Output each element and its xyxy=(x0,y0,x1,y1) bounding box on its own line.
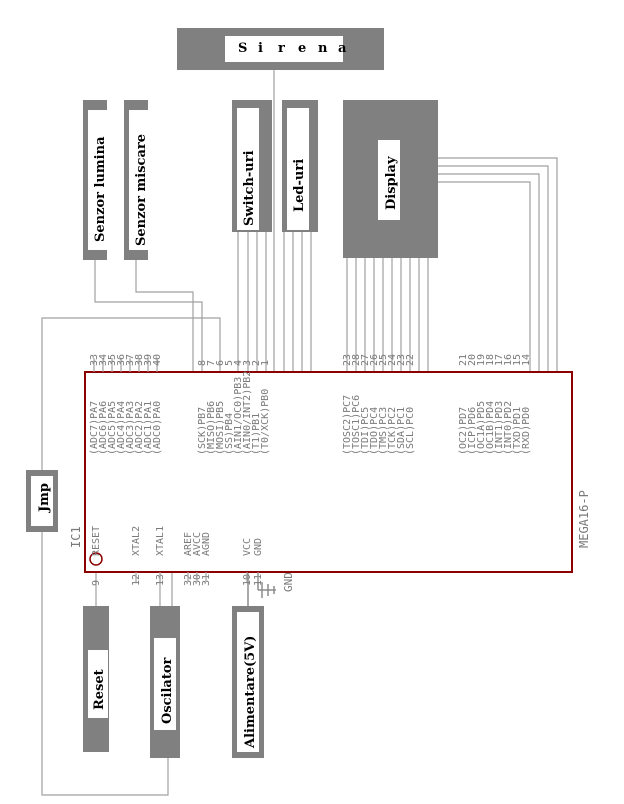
pin-number: 15 xyxy=(512,353,523,366)
pin-number: 4 xyxy=(233,359,244,366)
pin-label: (ADC6)PA6 xyxy=(98,400,109,455)
pin-label: (ADC3)PA3 xyxy=(125,400,136,455)
display-label: Display xyxy=(384,156,399,210)
pin-number: 38 xyxy=(134,353,145,366)
pin-label: XTAL2 xyxy=(131,525,142,556)
pin-number: 23 xyxy=(342,353,353,366)
pin-number: 20 xyxy=(467,353,478,366)
pin-label: (AIN1/OC0)PB3 xyxy=(233,376,244,455)
senzor-miscare-label: Senzor miscare xyxy=(134,133,149,246)
pin-label: (INT0)PD2 xyxy=(503,400,514,455)
pin-label: (TOSC1)PC6 xyxy=(351,394,362,455)
pin-label: (TCK)PC2 xyxy=(387,406,398,455)
pin-number: 35 xyxy=(107,353,118,366)
pin-label: (AIN0/INT2)PB2 xyxy=(242,370,253,455)
pin-label: (ICP)PD6 xyxy=(467,406,478,455)
pin-number: 16 xyxy=(503,353,514,366)
pin-label: VCC xyxy=(242,537,253,556)
pin-number: 39 xyxy=(143,353,154,366)
pin-number: 13 xyxy=(155,573,166,586)
pin-label: (SCK)PB7 xyxy=(197,406,208,455)
sirena-letter: n xyxy=(318,41,328,56)
pin-number: 23 xyxy=(396,353,407,366)
pin-label: (TOSC2)PC7 xyxy=(342,394,353,455)
pin-label: GND xyxy=(253,537,264,556)
pin-number: 28 xyxy=(351,353,362,366)
pin-number: 10 xyxy=(242,573,253,586)
pin-number: 17 xyxy=(494,353,505,366)
pin-label: AGND xyxy=(201,531,212,556)
pin-label: (ADC2)PA2 xyxy=(134,400,145,455)
pin-number: 31 xyxy=(201,573,212,586)
pin-number: 11 xyxy=(253,573,264,586)
pin-number: 27 xyxy=(360,353,371,366)
pin-label: (TXD)PD1 xyxy=(512,406,523,455)
pin-label: (OC2)PD7 xyxy=(458,406,469,455)
pin-number: 37 xyxy=(125,353,136,366)
reset-label: Reset xyxy=(92,669,107,710)
sirena-letter: i xyxy=(258,41,263,56)
alimentare-label: Alimentare(5V) xyxy=(243,635,258,748)
pin-label: (T1)PB1 xyxy=(251,412,262,455)
pin-number: 1 xyxy=(260,359,271,366)
pin-label: (ADC4)PA4 xyxy=(116,400,127,455)
pin-label: (RXD)PD0 xyxy=(521,406,532,455)
pin-label: (ADC1)PA1 xyxy=(143,400,154,455)
pin-number: 12 xyxy=(131,573,142,586)
pin-number: 32 xyxy=(183,573,194,586)
pin-label: (SCL)PC0 xyxy=(405,406,416,455)
pin-label: (OC1B)PD4 xyxy=(485,400,496,455)
pin-number: 26 xyxy=(369,353,380,366)
led-label: Led-uri xyxy=(292,158,307,212)
pin-label: (TDI)PC5 xyxy=(360,406,371,455)
pin-number: 3 xyxy=(242,359,253,366)
pin-label: (ADC7)PA7 xyxy=(89,400,100,455)
gnd-label: GND xyxy=(282,572,295,592)
pin-label: (ADC0)PA0 xyxy=(152,400,163,455)
pin-number: 7 xyxy=(206,359,217,366)
pin-label: (SDA)PC1 xyxy=(396,406,407,455)
pin-label: (MISO)PB6 xyxy=(206,400,217,455)
chip-part: MEGA16-P xyxy=(577,490,591,548)
pin-number: 36 xyxy=(116,353,127,366)
pin-number: 25 xyxy=(378,353,389,366)
pin-label: (SS)PB4 xyxy=(224,412,235,455)
sirena-letter: r xyxy=(278,41,285,56)
pin-number: 19 xyxy=(476,353,487,366)
pin-number: 2 xyxy=(251,359,262,366)
pin-label: (INT1)PD3 xyxy=(494,400,505,455)
pin-label: AVCC xyxy=(192,531,203,556)
pin-number: 40 xyxy=(152,353,163,366)
sirena-letter: S xyxy=(238,41,248,56)
senzor-lumina-label: Senzor lumina xyxy=(93,136,108,242)
pin-label: AREF xyxy=(183,531,194,556)
pin-number: 33 xyxy=(89,353,100,366)
pin-number: 30 xyxy=(192,573,203,586)
switch-label: Switch-uri xyxy=(242,150,257,226)
pin-number: 5 xyxy=(224,359,235,366)
pin-number: 8 xyxy=(197,359,208,366)
pin-number: 9 xyxy=(91,579,102,586)
pin-label: (T0/XCK)PB0 xyxy=(260,388,271,455)
pin-label: (MOSI)PB5 xyxy=(215,400,226,455)
pin-number: 22 xyxy=(405,353,416,366)
pin-number: 34 xyxy=(98,353,109,366)
pin-number: 21 xyxy=(458,353,469,366)
pin-number: 6 xyxy=(215,359,226,366)
pin-label: (TMS)PC3 xyxy=(378,406,389,455)
pin-number: 18 xyxy=(485,353,496,366)
pin-label: (TDO)PC4 xyxy=(369,406,380,455)
pin-number: 24 xyxy=(387,353,398,366)
pin-label: XTAL1 xyxy=(155,525,166,556)
sirena-letter: e xyxy=(298,41,307,56)
pin-label: RESET xyxy=(91,525,102,556)
oscilator-label: Oscilator xyxy=(160,657,175,724)
chip-right-pins xyxy=(91,526,264,586)
chip-name: IC1 xyxy=(69,526,83,548)
pin-label: (ADC5)PA5 xyxy=(107,400,118,455)
pin-number: 14 xyxy=(521,353,532,366)
pin-label: (OC1A)PD5 xyxy=(476,400,487,455)
sirena-letter: a xyxy=(338,41,347,56)
jmp-label: Jmp xyxy=(37,483,52,512)
